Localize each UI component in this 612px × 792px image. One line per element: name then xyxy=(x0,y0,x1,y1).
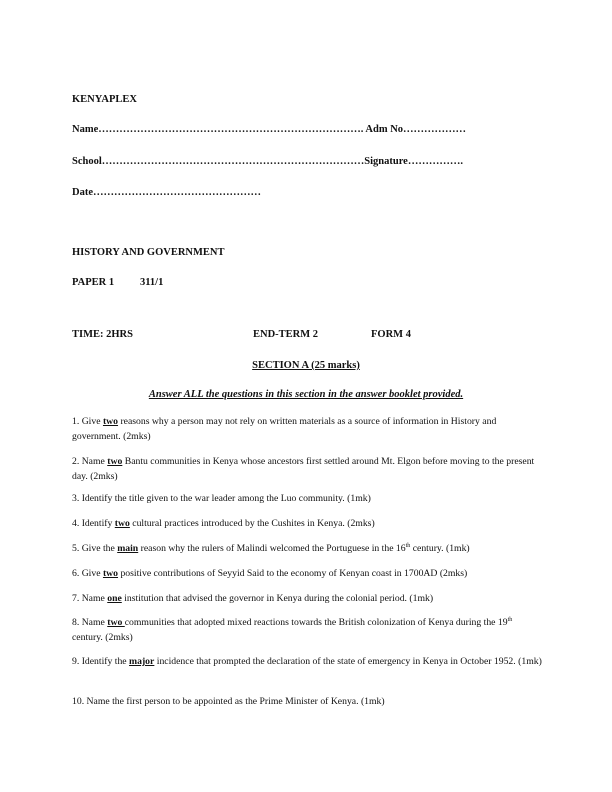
question-text: 9. Identify the xyxy=(72,656,130,667)
exam-time: TIME: 2HRS xyxy=(72,329,133,340)
question-text: 5. Give the xyxy=(72,543,118,554)
section-title: SECTION A (25 marks) xyxy=(252,360,360,371)
question-text: institution that advised the governor in Kenya during the colonial period. (1mk) xyxy=(121,593,434,604)
question-3 xyxy=(72,491,542,506)
question-text: 7. Name xyxy=(72,593,108,604)
school-line: School………………………………………………………………… xyxy=(72,156,365,167)
question-text: 6. Give xyxy=(72,568,103,579)
question-text: positive contributions of Seyyid Said to the economy of Kenyan coast in 1700AD (2mks) xyxy=(118,568,468,579)
question-text: 8. Name xyxy=(72,617,108,628)
question-1 xyxy=(72,414,542,444)
signature-line: Signature……………. xyxy=(364,156,463,167)
name-line: Name…………………………………………………………………. xyxy=(72,124,364,135)
superscript: th xyxy=(405,542,411,549)
question-10 xyxy=(72,694,542,709)
date-field[interactable]: Date………………………………………… xyxy=(72,187,261,198)
question-text: 4. Identify xyxy=(72,518,115,529)
question-6 xyxy=(72,566,542,581)
question-emphasis: two xyxy=(107,456,123,467)
question-text: 2. Name xyxy=(72,456,108,467)
paper-code: 311/1 xyxy=(140,277,164,288)
question-text: century. (2mks) xyxy=(72,632,133,643)
question-emphasis: major xyxy=(129,656,155,667)
name-field[interactable] xyxy=(72,124,466,135)
question-text: 3. Identify the title given to the war leader among the Luo community. (1mk) xyxy=(72,493,371,504)
exam-term: END-TERM 2 xyxy=(253,329,319,340)
question-emphasis: main xyxy=(117,543,139,554)
question-text: incidence that prompted the declaration of the state of emergency in Kenya in October 1952. (1mk) xyxy=(154,656,542,667)
question-text: 10. Name the first person to be appointed as the Prime Minister of Kenya. (1mk) xyxy=(72,696,385,707)
question-text: century. (1mk) xyxy=(410,543,470,554)
question-7 xyxy=(72,591,542,606)
question-text: cultural practices introduced by the Cushites in Kenya. (2mks) xyxy=(129,518,375,529)
paper-label: PAPER 1 xyxy=(72,277,115,288)
question-emphasis: two xyxy=(102,416,119,427)
question-4 xyxy=(72,516,542,531)
subject-title: HISTORY AND GOVERNMENT xyxy=(72,247,225,258)
question-9 xyxy=(72,654,542,669)
question-text: reasons why a person may not rely on written materials as a source of information in History and government. (2mks) xyxy=(72,416,497,442)
exam-form: FORM 4 xyxy=(371,329,411,340)
org-name: KENYAPLEX xyxy=(72,94,137,105)
question-emphasis: one xyxy=(107,593,122,604)
section-instruction: Answer ALL the questions in this section in the answer booklet provided. xyxy=(148,389,464,400)
question-5 xyxy=(72,541,542,556)
adm-no-line: Adm No……………… xyxy=(363,124,467,135)
question-text: reason why the rulers of Malindi welcomed the Portuguese in the 16 xyxy=(138,543,406,554)
question-text: communities that adopted mixed reactions towards the British colonization of Kenya during the 19 xyxy=(124,617,508,628)
question-emphasis: two xyxy=(102,568,119,579)
school-field[interactable] xyxy=(72,156,463,167)
question-emphasis: two xyxy=(114,518,130,529)
superscript: th xyxy=(507,616,513,623)
question-8 xyxy=(72,615,542,645)
question-2 xyxy=(72,454,542,484)
question-text: 1. Give xyxy=(72,416,103,427)
question-text: Bantu communities in Kenya whose ancestors first settled around Mt. Elgon before moving to the present day. (2mks) xyxy=(72,456,535,482)
question-emphasis: two xyxy=(107,617,125,628)
